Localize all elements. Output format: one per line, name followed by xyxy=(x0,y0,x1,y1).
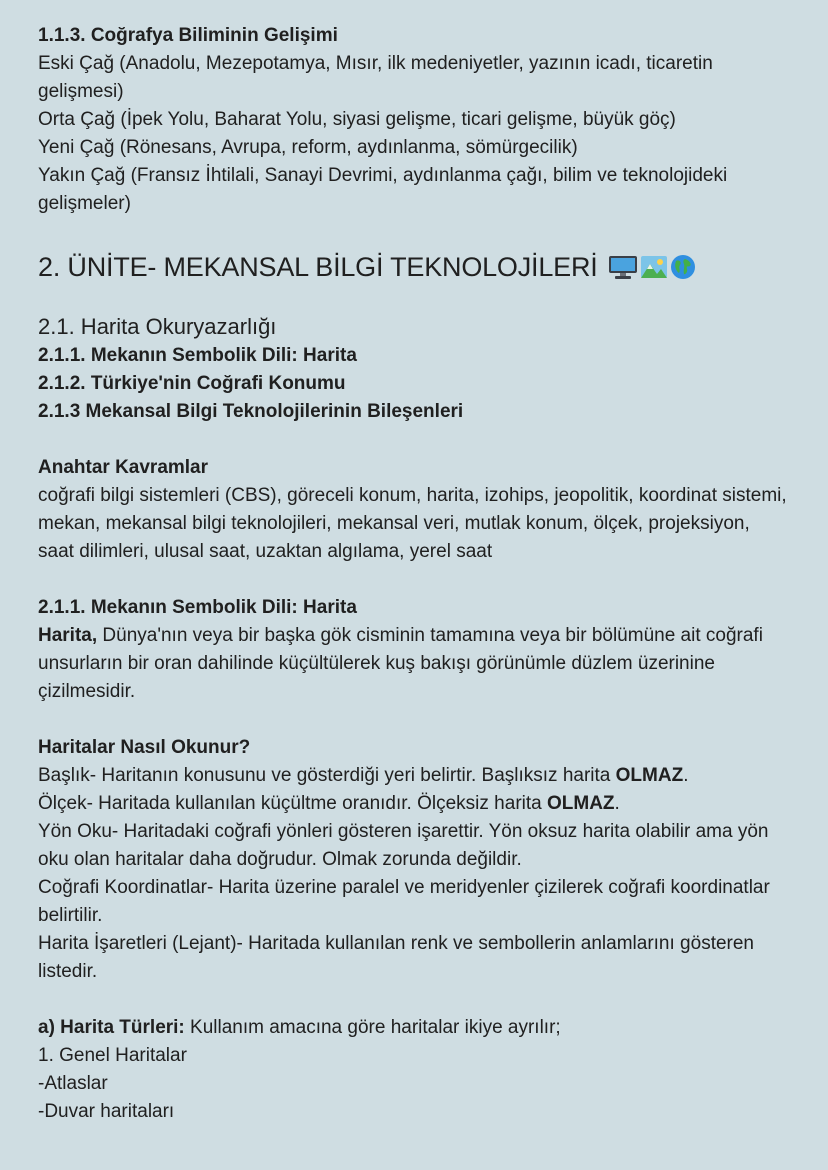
howto-olcek xyxy=(38,790,788,818)
section-2-1-title: 2.1. Harita Okuryazarlığı xyxy=(38,314,277,339)
howto-lejant: Harita İşaretleri (Lejant)- Haritada kullanılan renk ve sembollerin anlamlarını gösteren listedir. xyxy=(38,933,754,982)
section-1-1-3-title: 1.1.3. Coğrafya Biliminin Gelişimi xyxy=(38,25,338,46)
howto-koordinat: Coğrafi Koordinatlar- Harita üzerine paralel ve meridyenler çizilerek coğrafi koordinatlar belirtilir. xyxy=(38,877,770,926)
era-yakin-cag: Yakın Çağ (Fransız İhtilali, Sanayi Devrimi, aydınlanma çağı, bilim ve teknolojideki gelişmeler) xyxy=(38,165,728,214)
howto-baslik-emphasis: OLMAZ xyxy=(615,765,684,786)
map-type-item: -Duvar haritaları xyxy=(38,1101,175,1122)
unit-2-title-text: 2. ÜNİTE- MEKANSAL BİLGİ TEKNOLOJİLERİ xyxy=(38,252,598,282)
landscape-icon xyxy=(640,254,668,280)
map-types-label: a) Harita Türleri: xyxy=(38,1017,185,1038)
howto-olcek-end: . xyxy=(614,793,620,814)
toc-item-2-1-1: 2.1.1. Mekanın Sembolik Dili: Harita xyxy=(38,345,357,366)
howto-olcek-emphasis: OLMAZ xyxy=(547,793,615,814)
howto-baslik xyxy=(38,762,788,790)
toc-item-2-1-3: 2.1.3 Mekansal Bilgi Teknolojilerinin Bileşenleri xyxy=(38,401,464,422)
toc-item-2-1-2: 2.1.2. Türkiye'nin Coğrafi Konumu xyxy=(38,373,346,394)
map-types-intro xyxy=(38,1014,788,1042)
map-type-item: 1. Genel Haritalar xyxy=(38,1045,187,1066)
section-2-1-1-title: 2.1.1. Mekanın Sembolik Dili: Harita xyxy=(38,597,357,618)
era-yeni-cag: Yeni Çağ (Rönesans, Avrupa, reform, aydınlanma, sömürgecilik) xyxy=(38,137,578,158)
globe-icon xyxy=(670,254,696,280)
howto-olcek-text: Ölçek- Haritada kullanılan küçültme oranıdır. Ölçeksiz harita xyxy=(38,793,547,814)
era-eski-cag: Eski Çağ (Anadolu, Mezepotamya, Mısır, ilk medeniyetler, yazının icadı, ticaretin gelişmesi) xyxy=(38,53,713,102)
unit-2-title xyxy=(38,250,788,284)
keywords-title: Anahtar Kavramlar xyxy=(38,457,209,478)
unit-2-emoji-group xyxy=(608,254,696,280)
map-types-text: Kullanım amacına göre haritalar ikiye ayrılır; xyxy=(184,1017,561,1038)
harita-term: Harita, xyxy=(38,625,98,646)
era-orta-cag: Orta Çağ (İpek Yolu, Baharat Yolu, siyasi gelişme, ticari gelişme, büyük göç) xyxy=(38,109,676,130)
harita-definition xyxy=(38,622,788,706)
howto-yon-oku: Yön Oku- Haritadaki coğrafi yönleri gösteren işarettir. Yön oksuz harita olabilir ama yön oku olan haritalar daha doğrudur. Olmak zorunda değildir. xyxy=(38,821,769,870)
map-type-item: -Atlaslar xyxy=(38,1073,108,1094)
keywords-text: coğrafi bilgi sistemleri (CBS), göreceli konum, harita, izohips, jeopolitik, koordinat sistemi, mekan, mekansal bilgi teknolojileri, mekansal veri, mutlak konum, ölçek, projeksiyon, saat dilimleri, ulusal saat, uzaktan algılama, yerel saat xyxy=(38,485,787,562)
howto-title: Haritalar Nasıl Okunur? xyxy=(38,737,251,758)
computer-icon xyxy=(608,254,638,280)
harita-definition-text: Dünya'nın veya bir başka gök cisminin tamamına veya bir bölümüne ait coğrafi unsurların bir oran dahilinde küçültülerek kuş bakışı görünümle düzlem üzerinine çizilmesidir. xyxy=(38,625,763,702)
howto-baslik-text: Başlık- Haritanın konusunu ve gösterdiği yeri belirtir. Başlıksız harita xyxy=(38,765,616,786)
howto-baslik-end: . xyxy=(683,765,689,786)
